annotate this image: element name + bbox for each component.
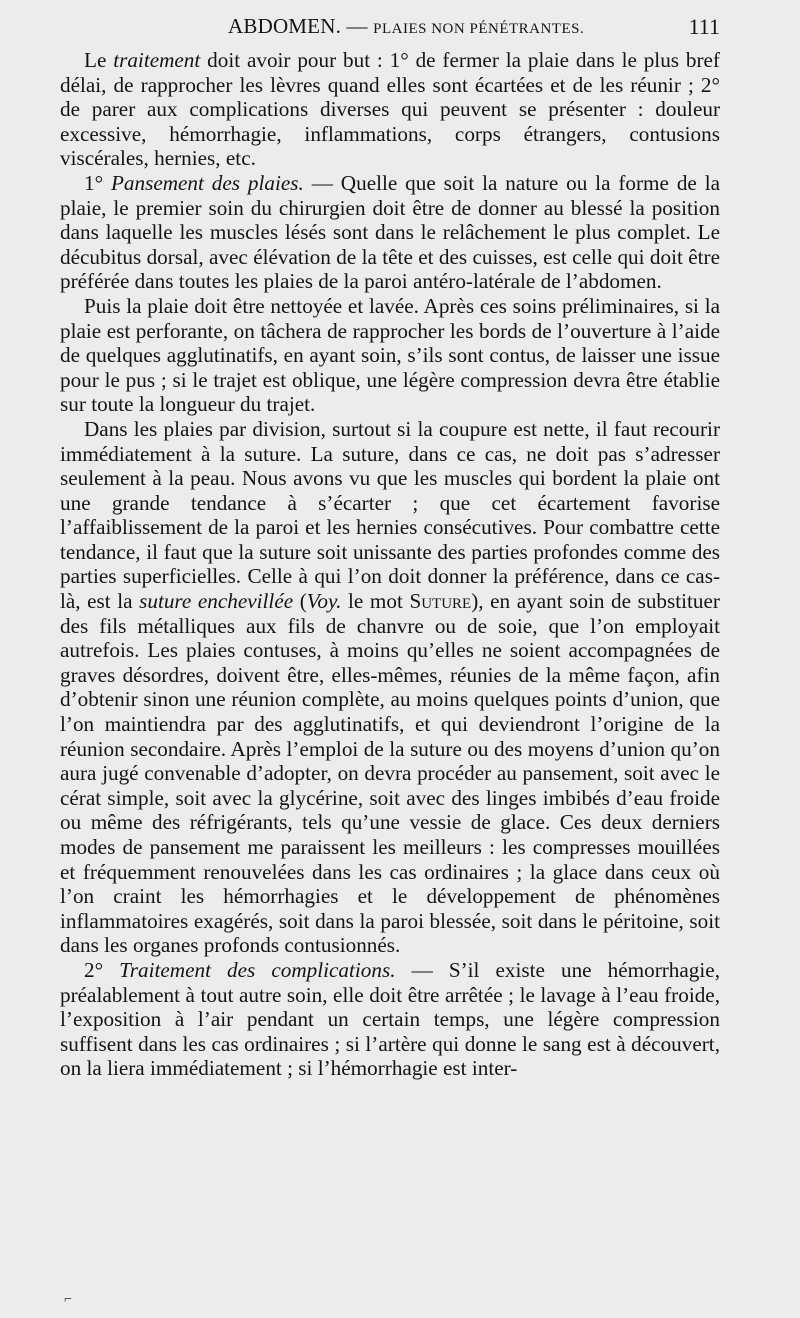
italic-term: suture enchevillée — [139, 589, 294, 614]
paragraph-complications: 2° Traitement des complications. — S’il existe une hémorrhagie, préalablement à tout autre soin, elle doit être arrêtée ; le lavage à l’eau froide, l’exposition à l’air pendant un certain temps, une légère compression suffisent dans les cas ordinaires ; si l’artère qui donne le sang est à découvert, on la liera immédiatement ; si l’hémorrhagie est inter- — [60, 957, 720, 1081]
body-text — [60, 48, 720, 1081]
italic-term: traitement — [113, 48, 201, 72]
page-number: 111 — [688, 14, 720, 39]
small-caps-term: Suture — [409, 589, 472, 614]
paragraph-suture: Dans les plaies par division, surtout si la coupure est nette, il faut recourir immédiatement à la suture. La suture, dans ce cas, ne doit pas s’adresser seulement à la peau. Nous avons vu que les muscles qui bordent la plaie ont une grande tendance à s’écarter ; que cet écartement favorise l’affaiblissement de la paroi et les hernies consécutives. Pour combattre cette tendance, il faut que la suture soit unissante des parties profondes comme des parties superficielles. Celle à qui l’on doit donner la préférence, dans ce cas-là, est la suture enchevillée (Voy. le mot Suture), en ayant soin de substituer des fils métalliques aux fils de chanvre ou de soie, que l’on employait autrefois. Les plaies contuses, à moins qu’elles ne soient accompagnées de graves désordres, doivent être, elles-mêmes, réunies de la même façon, afin d’obtenir sinon une réunion complète, au moins quelques points d’union, que l’on maintiendra par des agglutinatifs, et qui deviendront l’origine de la réunion secondaire. Après l’emploi de la suture ou des moyens d’union qu’on aura jugé convenable d’adopter, on devra procéder au pansement, soit avec le cérat simple, soit avec la glycérine, soit avec des linges imbibés d’eau froide ou même des réfrigérants, tels qu’une vessie de glace. Ces deux derniers modes de pansement me paraissent les meilleurs : les compresses mouillées et fréquemment renouvelées dans les cas ordinaires ; la glace dans ceux où l’on craint les hémorrhagies et le développement de phénomènes inflammatoires exagérés, soit dans la paroi blessée, soit dans le péritoine, soit dans les organes profonds contusionnés. — [60, 416, 720, 958]
running-head-dash: — — [346, 14, 368, 38]
section-heading-dressing: Pansement des plaies. — [110, 170, 304, 195]
running-head-title: ABDOMEN. — [228, 14, 342, 38]
italic-term: Voy. — [306, 589, 342, 614]
paragraph-wound-dressing: 1° Pansement des plaies. — Quelle que soit la nature ou la forme de la plaie, le premier soin du chirurgien doit être de donner au blessé la position dans laquelle les muscles lésés sont dans le relâchement le plus complet. Le décubitus dorsal, avec élévation de la tête et des cuisses, est celle qui doit être préférée dans toutes les plaies de la paroi antéro-latérale de l’abdomen. — [60, 170, 720, 294]
paragraph-treatment-intro: Le traitement doit avoir pour but : 1° de fermer la plaie dans le plus bref délai, de rapprocher les lèvres quand elles sont écartées et de les réunir ; 2° de parer aux complications diverses qui peuvent se présenter : douleur excessive, hémorrhagie, inflammations, corps étrangers, contusions viscérales, hernies, etc. — [60, 48, 720, 171]
running-head — [228, 14, 584, 39]
section-heading-complications: Traitement des complications. — [119, 957, 396, 982]
running-head-subtitle: PLAIES NON PÉNÉTRANTES. — [373, 21, 585, 37]
paragraph-cleaning: Puis la plaie doit être nettoyée et lavée. Après ces soins préliminaires, si la plaie est perforante, on tâchera de rapprocher les bords de l’ouverture à l’aide de quelques agglutinatifs, en ayant soin, s’ils sont contus, de laisser une issue pour le pus ; si le trajet est oblique, une légère compression devra être établie sur toute la longueur du trajet. — [60, 293, 720, 417]
page-header — [60, 14, 720, 44]
footer-mark: ⌐ — [64, 1292, 72, 1307]
